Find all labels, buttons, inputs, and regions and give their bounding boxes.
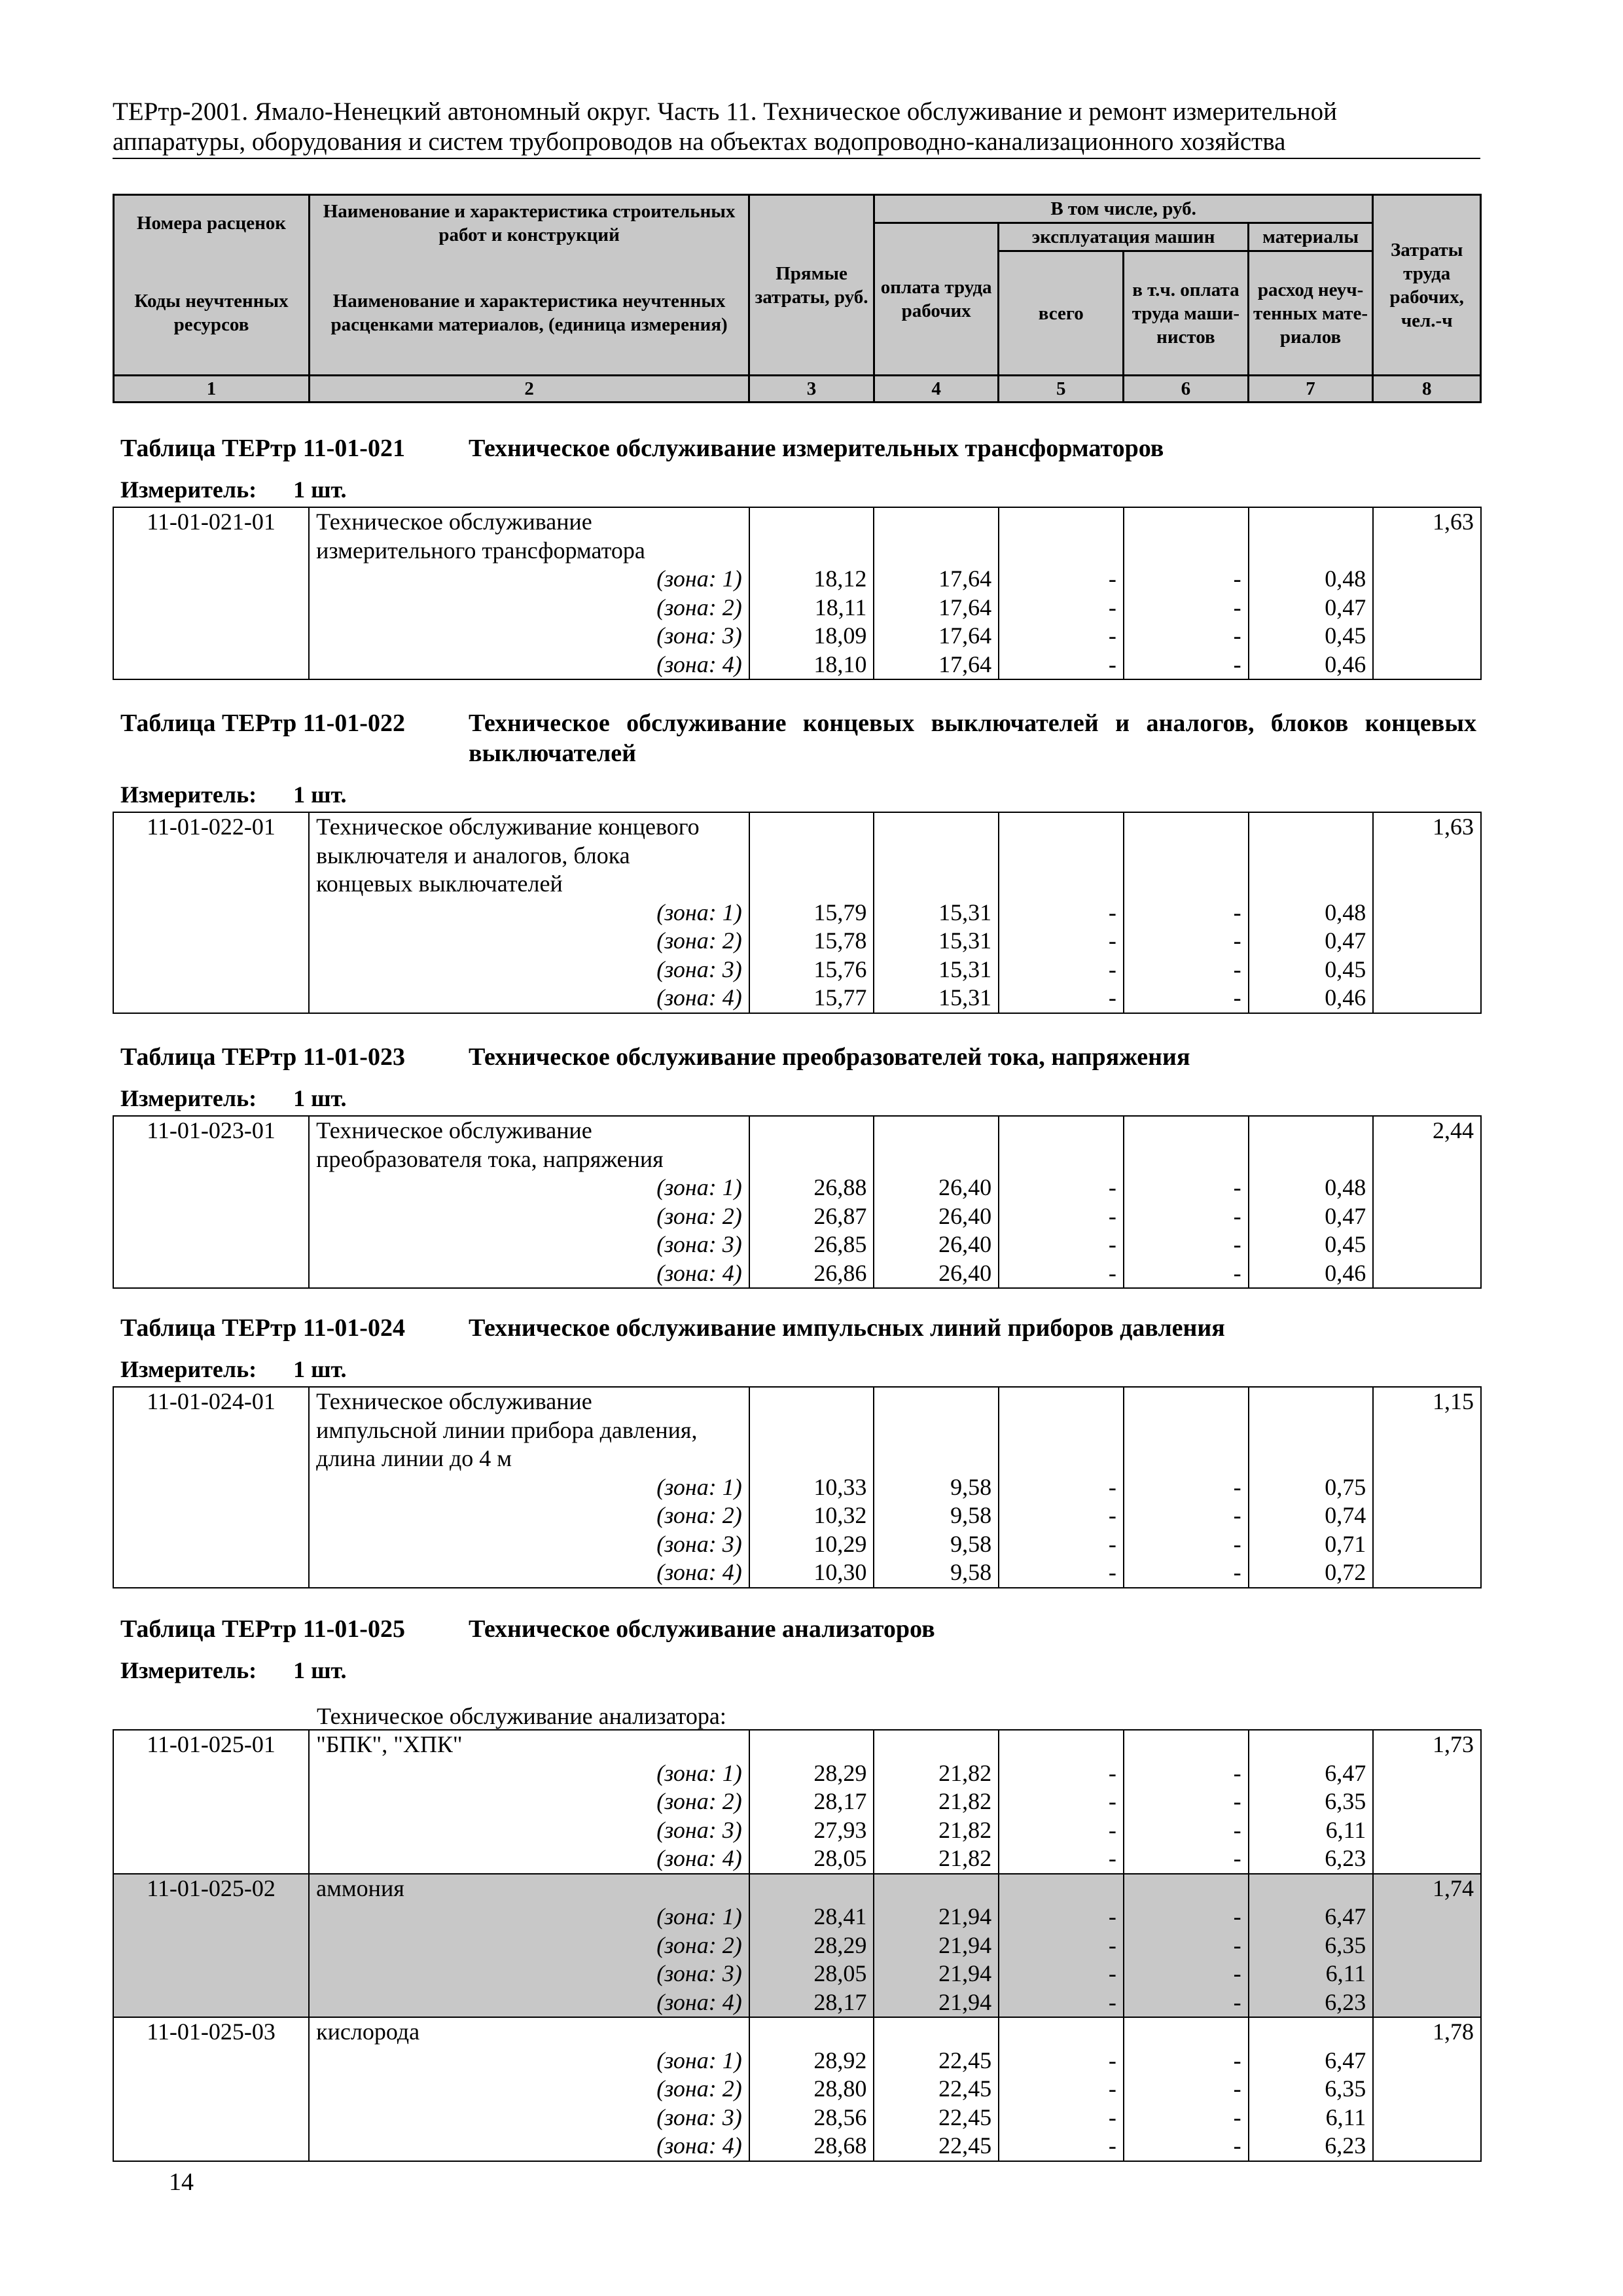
- material-cost: 0,48: [1249, 1174, 1374, 1202]
- measure-label: Измеритель:: [120, 781, 257, 808]
- material-cost: 6,35: [1249, 2075, 1374, 2104]
- machine-wage-cost: -: [1124, 1844, 1249, 1874]
- machine-cost: -: [999, 899, 1124, 927]
- rate-table: [113, 1386, 1482, 1588]
- machine-wage-cost: -: [1124, 984, 1249, 1013]
- machine-wage-cost: -: [1124, 1787, 1249, 1816]
- material-cost: 0,46: [1249, 984, 1374, 1013]
- material-cost: 0,45: [1249, 1230, 1374, 1259]
- wage-cost: 9,58: [874, 1473, 999, 1502]
- direct-cost: 28,41: [749, 1903, 874, 1931]
- wage-cost: 21,82: [874, 1787, 999, 1816]
- rate-code: 11-01-025-03: [113, 2017, 309, 2047]
- wage-cost: 15,31: [874, 956, 999, 984]
- direct-cost: 18,11: [749, 594, 874, 622]
- hdr-col2-bottom: Наименование и характеристика неучтенных расценками материалов, (единица измерения): [309, 251, 749, 376]
- wage-cost: 21,94: [874, 1988, 999, 2018]
- wage-cost: 9,58: [874, 1558, 999, 1588]
- machine-wage-cost: -: [1124, 1759, 1249, 1788]
- direct-cost: 10,33: [749, 1473, 874, 1502]
- machine-cost: -: [999, 1787, 1124, 1816]
- section-code: Таблица ТЕРтр 11-01-024: [120, 1314, 405, 1342]
- machine-wage-cost: -: [1124, 1501, 1249, 1530]
- material-cost: 6,11: [1249, 1816, 1374, 1845]
- wage-cost: 22,45: [874, 2047, 999, 2075]
- wage-cost: 9,58: [874, 1501, 999, 1530]
- machine-cost: -: [999, 1558, 1124, 1588]
- header-rule: [113, 158, 1480, 159]
- material-cost: 0,74: [1249, 1501, 1374, 1530]
- machine-wage-cost: -: [1124, 622, 1249, 651]
- machine-wage-cost: -: [1124, 1558, 1249, 1588]
- material-cost: 6,35: [1249, 1787, 1374, 1816]
- table-pre-note: Техническое обслуживание анализатора:: [317, 1703, 726, 1729]
- rate-name-line: Техническое обслуживание: [309, 1116, 749, 1145]
- material-cost: 0,47: [1249, 1202, 1374, 1231]
- material-cost: 6,11: [1249, 1960, 1374, 1988]
- direct-cost: 10,32: [749, 1501, 874, 1530]
- material-cost: 0,47: [1249, 927, 1374, 956]
- rate-name-line: Техническое обслуживание: [309, 1387, 749, 1416]
- wage-cost: 22,45: [874, 2132, 999, 2161]
- material-cost: 0,48: [1249, 899, 1374, 927]
- labor-cost: 1,63: [1373, 812, 1481, 842]
- material-cost: 6,23: [1249, 2132, 1374, 2161]
- measure-line: [120, 780, 346, 809]
- zone-label: (зона: 4): [309, 2132, 749, 2161]
- machine-cost: -: [999, 1501, 1124, 1530]
- machine-wage-cost: -: [1124, 651, 1249, 680]
- machine-cost: -: [999, 1473, 1124, 1502]
- wage-cost: 26,40: [874, 1230, 999, 1259]
- section-name: Техническое обслуживание импульсных линий приборов давления: [469, 1314, 1225, 1342]
- zone-label: (зона: 2): [309, 2075, 749, 2104]
- machine-cost: -: [999, 1259, 1124, 1289]
- hdr-num: 6: [1124, 376, 1249, 403]
- wage-cost: 21,82: [874, 1759, 999, 1788]
- labor-cost: 1,63: [1373, 507, 1481, 537]
- machine-cost: -: [999, 565, 1124, 594]
- direct-cost: 27,93: [749, 1816, 874, 1845]
- hdr-num: 8: [1373, 376, 1481, 403]
- material-cost: 0,75: [1249, 1473, 1374, 1502]
- hdr-col4: оплата труда рабочих: [874, 223, 999, 376]
- zone-label: (зона: 3): [309, 956, 749, 984]
- direct-cost: 15,76: [749, 956, 874, 984]
- rate-code: 11-01-025-01: [113, 1730, 309, 1759]
- material-cost: 6,11: [1249, 2104, 1374, 2132]
- material-cost: 0,46: [1249, 651, 1374, 680]
- material-cost: 0,46: [1249, 1259, 1374, 1289]
- measure-label: Измеритель:: [120, 476, 257, 503]
- section-name: Техническое обслуживание концевых выключателей и аналогов, блоков концевых выключателей: [469, 709, 1476, 767]
- section-title: [120, 433, 1476, 463]
- measure-unit: 1 шт.: [293, 1657, 347, 1683]
- zone-label: (зона: 1): [309, 1903, 749, 1931]
- rate-name-line: длина линии до 4 м: [309, 1444, 749, 1473]
- material-cost: 0,72: [1249, 1558, 1374, 1588]
- machine-cost: -: [999, 984, 1124, 1013]
- material-cost: 6,47: [1249, 2047, 1374, 2075]
- wage-cost: 21,94: [874, 1931, 999, 1960]
- machine-wage-cost: -: [1124, 1174, 1249, 1202]
- hdr-num: 2: [309, 376, 749, 403]
- machine-cost: -: [999, 1816, 1124, 1845]
- direct-cost: 28,17: [749, 1787, 874, 1816]
- direct-cost: 26,86: [749, 1259, 874, 1289]
- direct-cost: 18,10: [749, 651, 874, 680]
- hdr-machines: эксплуатация машин: [999, 223, 1248, 251]
- zone-label: (зона: 2): [309, 594, 749, 622]
- measure-label: Измеритель:: [120, 1085, 257, 1111]
- section-name: Техническое обслуживание преобразователей тока, напряжения: [469, 1043, 1190, 1071]
- zone-label: (зона: 1): [309, 1759, 749, 1788]
- zone-label: (зона: 1): [309, 1174, 749, 1202]
- hdr-num: 1: [114, 376, 310, 403]
- machine-cost: -: [999, 2075, 1124, 2104]
- machine-wage-cost: -: [1124, 594, 1249, 622]
- direct-cost: 10,29: [749, 1530, 874, 1559]
- machine-wage-cost: -: [1124, 1960, 1249, 1988]
- machine-wage-cost: -: [1124, 1931, 1249, 1960]
- material-cost: 6,47: [1249, 1759, 1374, 1788]
- hdr-col5: всего: [999, 251, 1124, 376]
- zone-label: (зона: 4): [309, 984, 749, 1013]
- hdr-num: 7: [1248, 376, 1373, 403]
- measure-line: [120, 1355, 346, 1384]
- rate-code: 11-01-025-02: [113, 1874, 309, 1903]
- measure-unit: 1 шт.: [293, 476, 347, 503]
- zone-label: (зона: 3): [309, 1960, 749, 1988]
- machine-cost: -: [999, 2132, 1124, 2161]
- page-header: [113, 97, 1480, 157]
- wage-cost: 17,64: [874, 565, 999, 594]
- direct-cost: 28,80: [749, 2075, 874, 2104]
- rate-name-line: кислорода: [309, 2017, 749, 2047]
- wage-cost: 21,94: [874, 1960, 999, 1988]
- labor-cost: 1,74: [1373, 1874, 1481, 1903]
- zone-label: (зона: 4): [309, 1259, 749, 1289]
- direct-cost: 10,30: [749, 1558, 874, 1588]
- machine-cost: -: [999, 2047, 1124, 2075]
- wage-cost: 26,40: [874, 1174, 999, 1202]
- material-cost: 0,45: [1249, 956, 1374, 984]
- hdr-num: 4: [874, 376, 999, 403]
- rate-table: [113, 1729, 1482, 2162]
- direct-cost: 28,29: [749, 1931, 874, 1960]
- machine-cost: -: [999, 1988, 1124, 2018]
- hdr-col1-bottom: Коды неучтенных ресурсов: [114, 251, 310, 376]
- wage-cost: 26,40: [874, 1259, 999, 1289]
- hdr-num: 5: [999, 376, 1124, 403]
- direct-cost: 28,29: [749, 1759, 874, 1788]
- machine-cost: -: [999, 927, 1124, 956]
- rate-name-line: "БПК", "ХПК": [309, 1730, 749, 1759]
- machine-cost: -: [999, 1759, 1124, 1788]
- wage-cost: 15,31: [874, 984, 999, 1013]
- section-code: Таблица ТЕРтр 11-01-022: [120, 709, 405, 737]
- machine-cost: -: [999, 1174, 1124, 1202]
- hdr-col2-top: Наименование и характеристика строительных работ и конструкций: [309, 195, 749, 251]
- material-cost: 6,47: [1249, 1903, 1374, 1931]
- machine-cost: -: [999, 1903, 1124, 1931]
- machine-wage-cost: -: [1124, 899, 1249, 927]
- zone-label: (зона: 2): [309, 1931, 749, 1960]
- wage-cost: 22,45: [874, 2075, 999, 2104]
- zone-label: (зона: 3): [309, 1530, 749, 1559]
- wage-cost: 21,82: [874, 1816, 999, 1845]
- direct-cost: 26,87: [749, 1202, 874, 1231]
- direct-cost: 15,77: [749, 984, 874, 1013]
- hdr-col6: в т.ч. оплата труда маши-нистов: [1124, 251, 1249, 376]
- wage-cost: 15,31: [874, 927, 999, 956]
- machine-wage-cost: -: [1124, 1903, 1249, 1931]
- machine-cost: -: [999, 651, 1124, 680]
- material-cost: 0,71: [1249, 1530, 1374, 1559]
- measure-label: Измеритель:: [120, 1657, 257, 1683]
- rate-name-line: аммония: [309, 1874, 749, 1903]
- machine-wage-cost: -: [1124, 1202, 1249, 1231]
- labor-cost: 1,73: [1373, 1730, 1481, 1759]
- measure-unit: 1 шт.: [293, 781, 347, 808]
- rate-name-line: концевых выключателей: [309, 870, 749, 899]
- material-cost: 0,45: [1249, 622, 1374, 651]
- machine-cost: -: [999, 1230, 1124, 1259]
- machine-cost: -: [999, 1202, 1124, 1231]
- zone-label: (зона: 1): [309, 1473, 749, 1502]
- zone-label: (зона: 4): [309, 1988, 749, 2018]
- direct-cost: 26,85: [749, 1230, 874, 1259]
- wage-cost: 26,40: [874, 1202, 999, 1231]
- machine-wage-cost: -: [1124, 2075, 1249, 2104]
- direct-cost: 28,56: [749, 2104, 874, 2132]
- rate-name-line: преобразователя тока, напряжения: [309, 1145, 749, 1174]
- zone-label: (зона: 3): [309, 622, 749, 651]
- direct-cost: 28,05: [749, 1960, 874, 1988]
- direct-cost: 28,17: [749, 1988, 874, 2018]
- machine-wage-cost: -: [1124, 2104, 1249, 2132]
- wage-cost: 17,64: [874, 651, 999, 680]
- machine-cost: -: [999, 594, 1124, 622]
- measure-unit: 1 шт.: [293, 1356, 347, 1382]
- rate-table: [113, 507, 1482, 680]
- zone-label: (зона: 4): [309, 651, 749, 680]
- rate-table: [113, 812, 1482, 1014]
- machine-wage-cost: -: [1124, 1530, 1249, 1559]
- zone-label: (зона: 3): [309, 1230, 749, 1259]
- machine-cost: -: [999, 1844, 1124, 1874]
- rate-code: 11-01-022-01: [113, 812, 309, 842]
- hdr-number-row: [114, 376, 1481, 403]
- direct-cost: 15,79: [749, 899, 874, 927]
- zone-label: (зона: 1): [309, 565, 749, 594]
- rate-code: 11-01-024-01: [113, 1387, 309, 1416]
- section-code: Таблица ТЕРтр 11-01-025: [120, 1615, 405, 1643]
- hdr-materials: материалы: [1248, 223, 1373, 251]
- zone-label: (зона: 2): [309, 927, 749, 956]
- section-name: Техническое обслуживание анализаторов: [469, 1615, 935, 1643]
- zone-label: (зона: 1): [309, 899, 749, 927]
- machine-cost: -: [999, 2104, 1124, 2132]
- measure-line: [120, 1084, 346, 1113]
- column-header-table: [113, 194, 1482, 403]
- measure-line: [120, 475, 346, 504]
- page-number: 14: [169, 2168, 194, 2196]
- wage-cost: 22,45: [874, 2104, 999, 2132]
- hdr-incl: В том числе, руб.: [874, 195, 1373, 223]
- rate-name-line: импульсной линии прибора давления,: [309, 1416, 749, 1445]
- rate-table: [113, 1115, 1482, 1289]
- section-title: [120, 1042, 1476, 1072]
- material-cost: 0,47: [1249, 594, 1374, 622]
- hdr-num: 3: [749, 376, 874, 403]
- wage-cost: 17,64: [874, 594, 999, 622]
- wage-cost: 17,64: [874, 622, 999, 651]
- section-title: [120, 708, 1476, 768]
- machine-wage-cost: -: [1124, 1988, 1249, 2018]
- zone-label: (зона: 2): [309, 1787, 749, 1816]
- machine-cost: -: [999, 956, 1124, 984]
- wage-cost: 15,31: [874, 899, 999, 927]
- machine-wage-cost: -: [1124, 927, 1249, 956]
- machine-cost: -: [999, 1931, 1124, 1960]
- hdr-col7: расход неуч-тенных мате-риалов: [1248, 251, 1373, 376]
- rate-name-line: измерительного трансформатора: [309, 537, 749, 565]
- section-name: Техническое обслуживание измерительных трансформаторов: [469, 435, 1164, 462]
- machine-wage-cost: -: [1124, 2047, 1249, 2075]
- rate-code: 11-01-021-01: [113, 507, 309, 537]
- labor-cost: 1,15: [1373, 1387, 1481, 1416]
- machine-cost: -: [999, 1530, 1124, 1559]
- material-cost: 0,48: [1249, 565, 1374, 594]
- section-code: Таблица ТЕРтр 11-01-023: [120, 1043, 405, 1071]
- machine-wage-cost: -: [1124, 1230, 1249, 1259]
- material-cost: 6,35: [1249, 1931, 1374, 1960]
- wage-cost: 21,94: [874, 1903, 999, 1931]
- direct-cost: 26,88: [749, 1174, 874, 1202]
- hdr-col8: Затраты труда рабочих, чел.-ч: [1373, 195, 1481, 376]
- machine-wage-cost: -: [1124, 956, 1249, 984]
- measure-unit: 1 шт.: [293, 1085, 347, 1111]
- zone-label: (зона: 2): [309, 1202, 749, 1231]
- machine-wage-cost: -: [1124, 565, 1249, 594]
- labor-cost: 2,44: [1373, 1116, 1481, 1145]
- measure-label: Измеритель:: [120, 1356, 257, 1382]
- direct-cost: 15,78: [749, 927, 874, 956]
- direct-cost: 28,92: [749, 2047, 874, 2075]
- section-title: [120, 1614, 1476, 1644]
- wage-cost: 9,58: [874, 1530, 999, 1559]
- direct-cost: 28,05: [749, 1844, 874, 1874]
- machine-wage-cost: -: [1124, 2132, 1249, 2161]
- machine-wage-cost: -: [1124, 1473, 1249, 1502]
- material-cost: 6,23: [1249, 1844, 1374, 1874]
- zone-label: (зона: 3): [309, 2104, 749, 2132]
- direct-cost: 18,09: [749, 622, 874, 651]
- section-code: Таблица ТЕРтр 11-01-021: [120, 435, 405, 462]
- machine-cost: -: [999, 1960, 1124, 1988]
- machine-wage-cost: -: [1124, 1259, 1249, 1289]
- direct-cost: 18,12: [749, 565, 874, 594]
- labor-cost: 1,78: [1373, 2017, 1481, 2047]
- rate-name-line: Техническое обслуживание концевого: [309, 812, 749, 842]
- header-line-2: аппаратуры, оборудования и систем трубопроводов на объектах водопроводно-канализационного хозяйства: [113, 128, 1286, 156]
- machine-cost: -: [999, 622, 1124, 651]
- wage-cost: 21,82: [874, 1844, 999, 1874]
- header-line-1: ТЕРтр-2001. Ямало-Ненецкий автономный округ. Часть 11. Техническое обслуживание и ремонт измерительной: [113, 98, 1337, 126]
- direct-cost: 28,68: [749, 2132, 874, 2161]
- zone-label: (зона: 2): [309, 1501, 749, 1530]
- material-cost: 6,23: [1249, 1988, 1374, 2018]
- zone-label: (зона: 1): [309, 2047, 749, 2075]
- rate-name-line: выключателя и аналогов, блока: [309, 842, 749, 870]
- zone-label: (зона: 3): [309, 1816, 749, 1845]
- zone-label: (зона: 4): [309, 1558, 749, 1588]
- rate-code: 11-01-023-01: [113, 1116, 309, 1145]
- hdr-col3: Прямые затраты, руб.: [749, 195, 874, 376]
- section-title: [120, 1313, 1476, 1343]
- hdr-col1-top: Номера расценок: [114, 195, 310, 251]
- measure-line: [120, 1656, 346, 1685]
- zone-label: (зона: 4): [309, 1844, 749, 1874]
- machine-wage-cost: -: [1124, 1816, 1249, 1845]
- rate-name-line: Техническое обслуживание: [309, 507, 749, 537]
